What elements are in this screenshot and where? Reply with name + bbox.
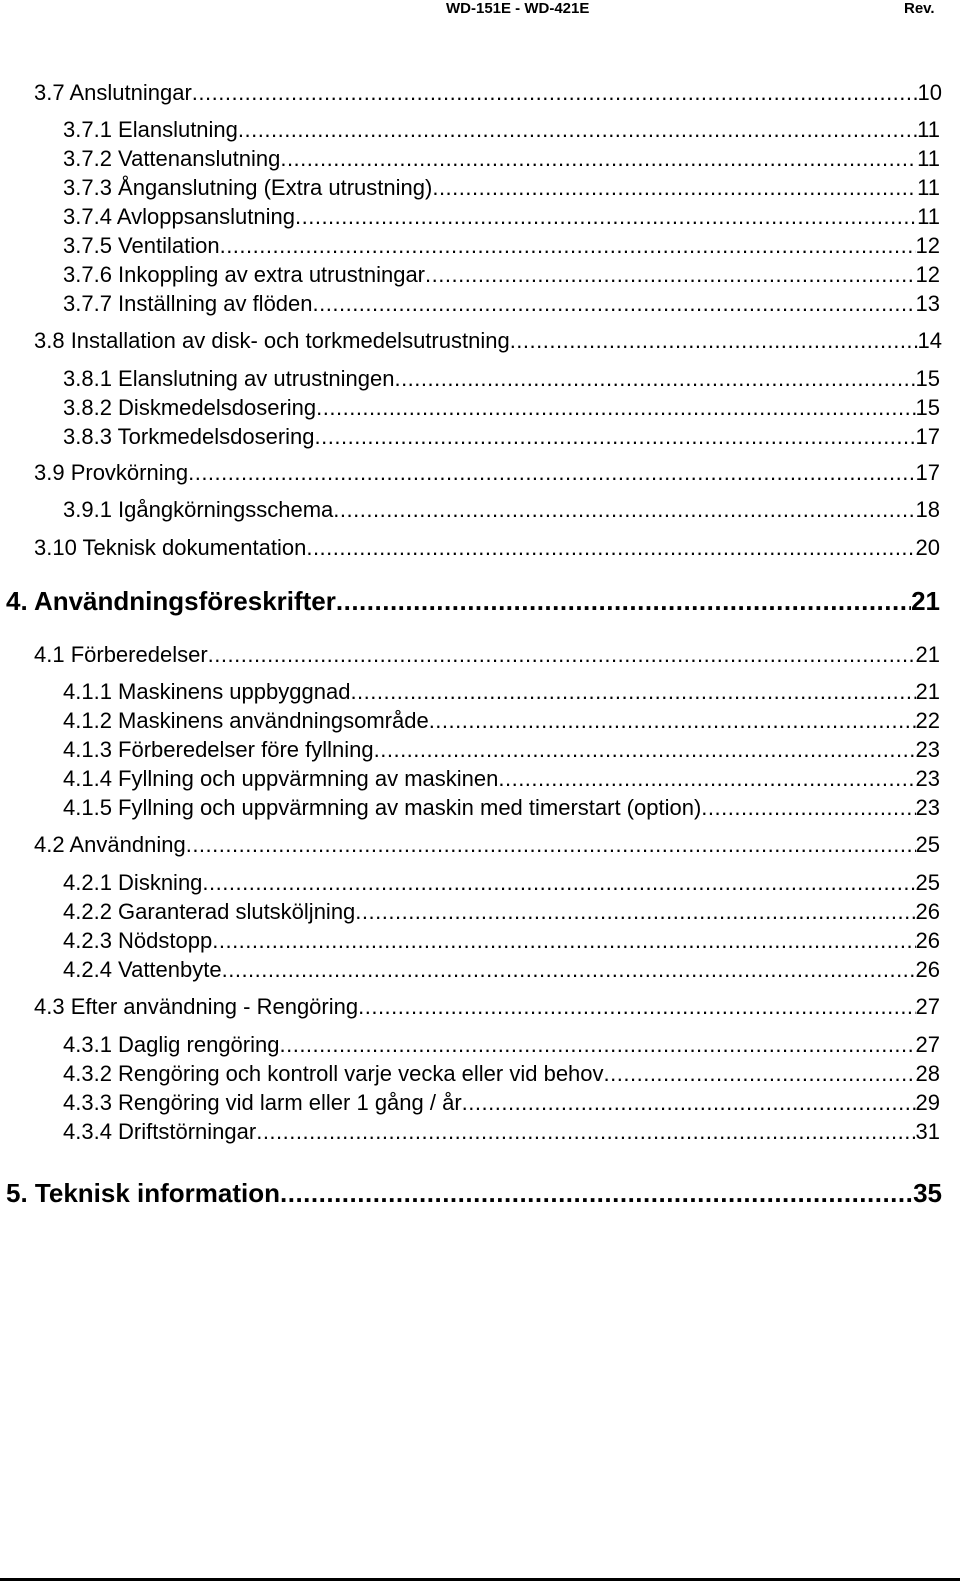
toc-leader-dots — [238, 117, 917, 143]
document-header-title: WD-151E - WD-421E — [446, 0, 590, 17]
toc-entry-page: 27 — [915, 1032, 940, 1057]
toc-entry[interactable] — [63, 1119, 940, 1145]
toc-entry-page: 21 — [911, 586, 940, 616]
toc-leader-dots — [425, 262, 916, 288]
toc-leader-dots — [350, 679, 915, 705]
toc-leader-dots — [313, 291, 916, 317]
toc-entry-label: 4.1.1 Maskinens uppbyggnad — [63, 679, 351, 704]
toc-leader-dots — [498, 766, 915, 792]
toc-entry-page: 35 — [913, 1178, 942, 1208]
toc-leader-dots — [279, 1032, 915, 1058]
toc-entry[interactable] — [63, 708, 940, 734]
toc-leader-dots — [192, 80, 918, 106]
toc-entry-page: 15 — [915, 366, 940, 391]
toc-entry-label: 3.8 Installation av disk- och torkmedelsutrustning — [34, 328, 510, 353]
toc-leader-dots — [256, 1119, 915, 1145]
toc-entry-label: 4.2.2 Garanterad slutsköljning — [63, 899, 356, 924]
toc-entry-page: 25 — [915, 832, 940, 857]
toc-entry-label: 4.1.4 Fyllning och uppvärmning av maskinen — [63, 766, 499, 791]
toc-leader-dots — [374, 737, 916, 763]
toc-entry[interactable] — [63, 117, 940, 143]
toc-entry[interactable] — [63, 1090, 940, 1116]
toc-entry-label: 4. Användningsföreskrifter — [6, 586, 336, 616]
toc-entry-page: 22 — [915, 708, 940, 733]
toc-leader-dots — [280, 146, 917, 172]
toc-entry-page: 21 — [915, 642, 940, 667]
toc-entry-label: 4.1.3 Förberedelser före fyllning — [63, 737, 374, 762]
toc-entry-label: 4.3.2 Rengöring och kontroll varje vecka eller vid behov — [63, 1061, 604, 1086]
toc-entry-page: 26 — [915, 928, 940, 953]
toc-entry-label: 4.1 Förberedelser — [34, 642, 208, 667]
toc-entry-label: 4.1.5 Fyllning och uppvärmning av maskin med timerstart (option) — [63, 795, 702, 820]
footer-rule — [0, 1578, 960, 1581]
toc-entry-page: 28 — [915, 1061, 940, 1086]
toc-leader-dots — [208, 642, 916, 668]
toc-entry[interactable] — [63, 497, 940, 523]
toc-entry[interactable] — [63, 146, 940, 172]
toc-entry[interactable] — [63, 366, 940, 392]
toc-entry[interactable] — [63, 262, 940, 288]
toc-entry-page: 15 — [915, 395, 940, 420]
toc-entry-label: 3.7.5 Ventilation — [63, 233, 220, 258]
toc-entry-page: 11 — [917, 175, 940, 200]
toc-leader-dots — [604, 1061, 916, 1087]
toc-entry-page: 10 — [917, 80, 942, 105]
toc-entry-label: 3.7.7 Inställning av flöden — [63, 291, 313, 316]
toc-entry[interactable] — [63, 395, 940, 421]
toc-entry[interactable] — [63, 204, 940, 230]
toc-leader-dots — [186, 832, 916, 858]
toc-leader-dots — [510, 328, 918, 354]
toc-entry-page: 26 — [915, 957, 940, 982]
toc-entry-label: 3.8.2 Diskmedelsdosering — [63, 395, 317, 420]
toc-entry-page: 26 — [915, 899, 940, 924]
toc-entry-label: 3.7.4 Avloppsanslutning — [63, 204, 295, 229]
toc-leader-dots — [429, 708, 916, 734]
toc-entry[interactable] — [63, 679, 940, 705]
toc-leader-dots — [280, 1178, 913, 1209]
toc-entry[interactable] — [34, 832, 940, 858]
toc-entry-label: 3.8.3 Torkmedelsdosering — [63, 424, 315, 449]
toc-entry-label: 4.2.4 Vattenbyte — [63, 957, 222, 982]
toc-entry[interactable] — [63, 233, 940, 259]
toc-entry-label: 3.9 Provkörning — [34, 460, 189, 485]
toc-leader-dots — [394, 366, 915, 392]
toc-entry[interactable] — [63, 899, 940, 925]
toc-leader-dots — [306, 535, 915, 561]
toc-entry[interactable] — [63, 737, 940, 763]
toc-entry-label: 3.7 Anslutningar — [34, 80, 192, 105]
toc-leader-dots — [222, 957, 916, 983]
toc-entry-label: 4.3 Efter användning - Rengöring — [34, 994, 359, 1019]
toc-entry-page: 18 — [915, 497, 940, 522]
toc-entry-label: 4.3.3 Rengöring vid larm eller 1 gång / år — [63, 1090, 462, 1115]
toc-chapter-entry[interactable] — [6, 586, 940, 617]
toc-entry-page: 23 — [915, 766, 940, 791]
toc-entry-label: 3.10 Teknisk dokumentation — [34, 535, 307, 560]
toc-leader-dots — [358, 994, 915, 1020]
toc-leader-dots — [316, 395, 915, 421]
toc-leader-dots — [212, 928, 915, 954]
toc-entry-page: 23 — [915, 795, 940, 820]
toc-entry-label: 3.9.1 Igångkörningsschema — [63, 497, 334, 522]
toc-entry-page: 12 — [915, 262, 940, 287]
toc-entry-page: 17 — [915, 460, 940, 485]
toc-entry-label: 4.2 Användning — [34, 832, 186, 857]
toc-entry[interactable] — [63, 424, 940, 450]
toc-entry-page: 29 — [915, 1090, 940, 1115]
toc-entry-label: 3.7.1 Elanslutning — [63, 117, 238, 142]
toc-entry-label: 3.7.3 Ånganslutning (Extra utrustning) — [63, 175, 433, 200]
toc-leader-dots — [295, 204, 917, 230]
toc-entry[interactable] — [34, 642, 940, 668]
toc-entry-label: 3.7.6 Inkoppling av extra utrustningar — [63, 262, 426, 287]
toc-entry-page: 17 — [915, 424, 940, 449]
toc-leader-dots — [355, 899, 915, 925]
toc-entry-page: 12 — [915, 233, 940, 258]
toc-entry[interactable] — [63, 291, 940, 317]
toc-entry[interactable] — [63, 1061, 940, 1087]
toc-entry-page: 21 — [915, 679, 940, 704]
toc-entry-label: 5. Teknisk information — [6, 1178, 281, 1208]
toc-chapter-entry[interactable] — [6, 1178, 942, 1209]
toc-entry-label: 4.2.3 Nödstopp — [63, 928, 213, 953]
toc-leader-dots — [188, 460, 915, 486]
toc-entry[interactable] — [34, 80, 942, 106]
toc-leader-dots — [333, 497, 915, 523]
toc-entry[interactable] — [63, 928, 940, 954]
toc-entry[interactable] — [34, 994, 940, 1020]
toc-entry-page: 27 — [915, 994, 940, 1019]
toc-entry-page: 23 — [915, 737, 940, 762]
toc-entry-page: 31 — [915, 1119, 940, 1144]
toc-entry-label: 3.7.2 Vattenanslutning — [63, 146, 281, 171]
toc-leader-dots — [701, 795, 915, 821]
toc-entry[interactable] — [34, 460, 940, 486]
toc-entry[interactable] — [63, 795, 940, 821]
toc-leader-dots — [336, 586, 911, 617]
toc-entry-label: 4.2.1 Diskning — [63, 870, 203, 895]
toc-entry[interactable] — [34, 535, 940, 561]
toc-entry-page: 14 — [917, 328, 942, 353]
toc-entry-label: 4.3.4 Driftstörningar — [63, 1119, 257, 1144]
toc-entry[interactable] — [63, 870, 940, 896]
toc-leader-dots — [462, 1090, 916, 1116]
document-header-rev: Rev. — [904, 0, 935, 17]
toc-entry-page: 20 — [915, 535, 940, 560]
toc-entry-label: 4.3.1 Daglig rengöring — [63, 1032, 280, 1057]
toc-entry-page: 13 — [915, 291, 940, 316]
toc-entry[interactable] — [34, 328, 942, 354]
toc-leader-dots — [220, 233, 916, 259]
toc-leader-dots — [432, 175, 917, 201]
toc-leader-dots — [315, 424, 916, 450]
toc-entry-page: 11 — [917, 117, 940, 142]
toc-entry[interactable] — [63, 766, 940, 792]
toc-entry[interactable] — [63, 175, 940, 201]
toc-entry-page: 11 — [917, 204, 940, 229]
toc-entry-page: 11 — [917, 146, 940, 171]
toc-entry[interactable] — [63, 1032, 940, 1058]
toc-entry[interactable] — [63, 957, 940, 983]
toc-leader-dots — [202, 870, 915, 896]
toc-entry-label: 3.8.1 Elanslutning av utrustningen — [63, 366, 395, 391]
toc-entry-label: 4.1.2 Maskinens användningsområde — [63, 708, 429, 733]
toc-entry-page: 25 — [915, 870, 940, 895]
